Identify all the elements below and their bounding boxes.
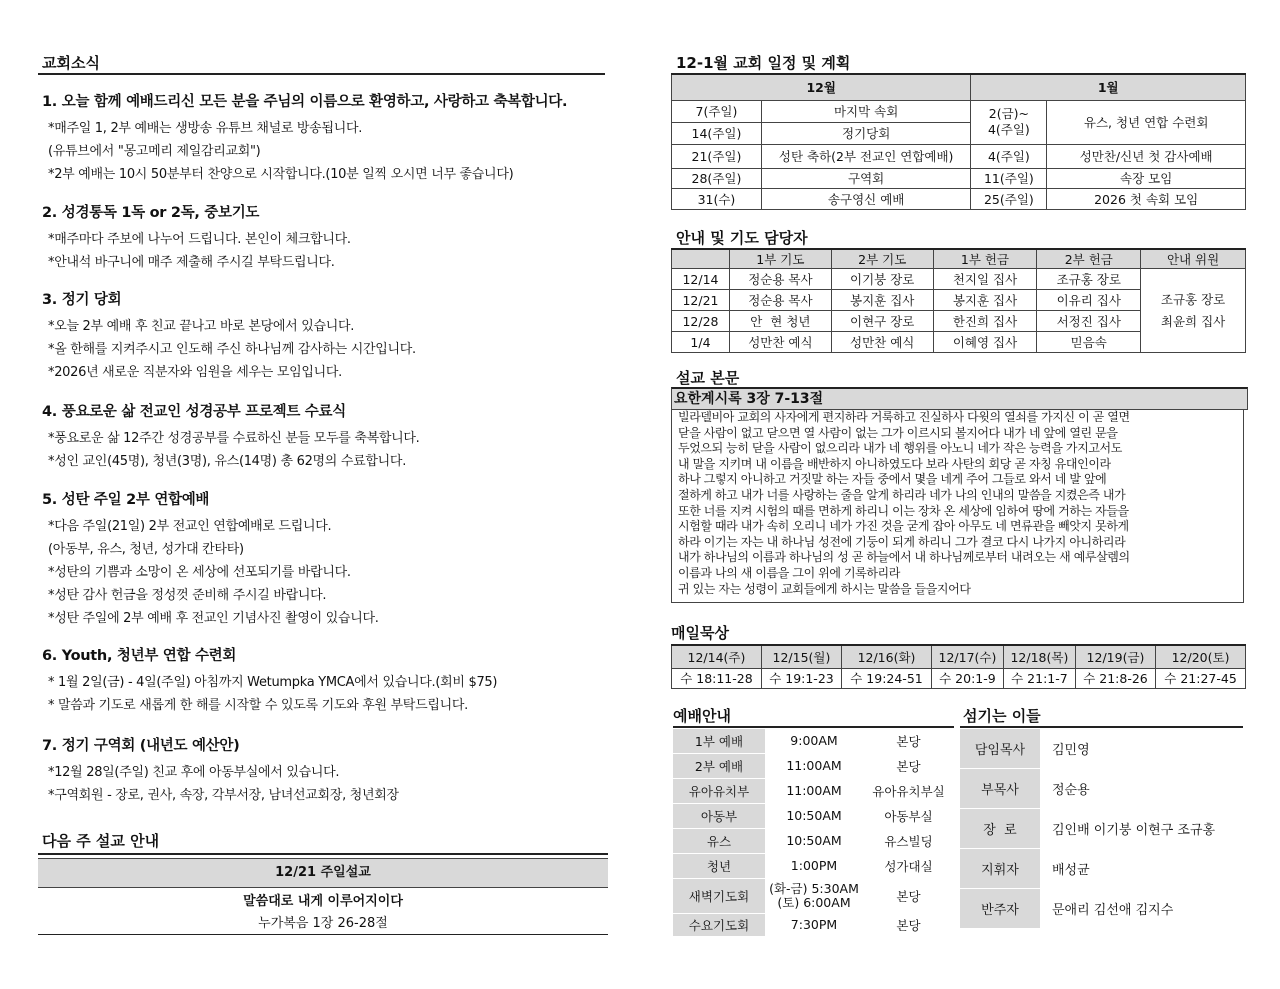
- worship-name: 1부 예배: [673, 729, 765, 753]
- news-item-line: *성탄 감사 헌금을 정성껏 준비해 주시길 바랍니다.: [48, 588, 327, 603]
- prayer-header: [672, 249, 730, 269]
- servant-row: [960, 849, 1243, 889]
- prayer-cell: 이기붕 장로: [831, 269, 933, 290]
- worship-row: [673, 914, 954, 937]
- schedule-jan-event: 유스, 청년 연합 수련회: [1047, 100, 1246, 144]
- devotion-title: 매일묵상: [671, 624, 729, 642]
- news-item-heading: 6. Youth, 청년부 연합 수련회: [42, 648, 237, 664]
- next-sermon-title: 다음 주 설교 안내: [42, 832, 160, 850]
- sermon-line: 닫을 사람이 없고 닫으면 열 사람이 없는 그가 이르시되 볼지어다 내가 네 앞에 열린 문을: [678, 425, 1118, 440]
- next-sermon-date-header: 12/21 주일설교: [38, 858, 608, 888]
- news-item-line: * 1월 2일(금) - 4일(주일) 아침까지 Wetumpka YMCA에서 있습니다.(회비 $75): [48, 675, 498, 690]
- prayer-cell: 이유리 집사: [1037, 290, 1141, 311]
- prayer-cell: 이현구 장로: [831, 311, 933, 332]
- worship-place: 유스빌딩: [884, 834, 933, 849]
- servant-names: 김민영: [1052, 743, 1090, 758]
- schedule-jan-date: 11(주일): [971, 168, 1047, 188]
- worship-place: 본당: [896, 918, 921, 933]
- prayer-header: 1부 기도: [729, 249, 831, 269]
- schedule-jan-event: 성만찬/신년 첫 감사예배: [1047, 144, 1246, 168]
- prayer-title: 안내 및 기도 담당자: [676, 229, 808, 247]
- servant-row: [960, 729, 1243, 769]
- usher-name: 조규홍 장로: [1160, 291, 1226, 307]
- schedule-jan-date: 2(금)~ 4(주일): [971, 100, 1047, 144]
- news-item-line: *오늘 2부 예배 후 친교 끝나고 바로 본당에서 있습니다.: [48, 319, 355, 334]
- sermon-line: 또한 너를 지켜 시험의 때를 면하게 하리니 이는 장차 온 세상에 임하여 땅에 거하는 자들을: [678, 503, 1129, 518]
- worship-row: [673, 829, 954, 854]
- prayer-header: 2부 헌금: [1037, 249, 1141, 269]
- prayer-cell: 한진희 집사: [933, 311, 1037, 332]
- schedule-jan-event: 속장 모임: [1047, 168, 1246, 188]
- devotion-reading: 수 19:1-23: [761, 668, 841, 688]
- devotion-reading: 수 21:8-26: [1075, 668, 1155, 688]
- schedule-table: [671, 73, 1246, 210]
- worship-row: [673, 879, 954, 914]
- news-item: [42, 488, 602, 630]
- sermon-line: 하나 그렇지 아니하고 거짓말 하는 자들 중에서 몇을 네게 주어 그들로 와서 네 발 앞에: [678, 472, 1107, 487]
- worship-name: 2부 예배: [673, 754, 765, 778]
- worship-place: 유아유치부실: [872, 784, 945, 799]
- worship-time: 10:50AM: [786, 833, 842, 848]
- news-item-line: (유튜브에서 "몽고메리 제일감리교회"): [48, 144, 261, 159]
- news-item-heading: 4. 풍요로운 삶 전교인 성경공부 프로젝트 수료식: [42, 404, 346, 420]
- servant-names: 문애리 김선애 김지수: [1052, 903, 1174, 918]
- worship-time: (화-금) 5:30AM (토) 6:00AM: [769, 881, 859, 910]
- news-item-heading: 7. 정기 구역회 (내년도 예산안): [42, 738, 240, 754]
- worship-name: 아동부: [673, 804, 765, 828]
- news-item-line: *다음 주일(21일) 2부 전교인 연합예배로 드립니다.: [48, 519, 332, 534]
- sermon-line: 이름과 나의 새 이름을 그이 위에 기록하리라: [678, 565, 900, 580]
- worship-place: 본당: [896, 759, 921, 774]
- worship-name: 새벽기도회: [673, 879, 765, 913]
- schedule-dec-event: 성탄 축하(2부 전교인 연합예배): [761, 144, 971, 168]
- prayer-cell: 서정진 집사: [1037, 311, 1141, 332]
- news-item-heading: 1. 오늘 함께 예배드리신 모든 분을 주님의 이름으로 환영하고, 사랑하고 축복합니다.: [42, 94, 568, 110]
- devotion-reading: 수 20:1-9: [931, 668, 1003, 688]
- devotion-reading: 수 18:11-28: [672, 668, 762, 688]
- devotion-date: 12/18(목): [1003, 645, 1075, 668]
- news-item-heading: 2. 성경통독 1독 or 2독, 중보기도: [42, 205, 260, 221]
- prayer-cell: 천지일 집사: [933, 269, 1037, 290]
- devotion-date: 12/19(금): [1075, 645, 1155, 668]
- news-item-line: *풍요로운 삶 12주간 성경공부를 수료하신 분들 모두를 축복합니다.: [48, 431, 420, 446]
- servant-role: 부목사: [960, 769, 1040, 808]
- worship-name: 수요기도회: [673, 914, 765, 936]
- prayer-date: 1/4: [672, 332, 730, 353]
- sermon-line: 빌라델비아 교회의 사자에게 편지하라 거룩하고 진실하사 다윗의 열쇠를 가지신 이 곧 열면: [678, 410, 1130, 424]
- devotion-reading: 수 19:24-51: [842, 668, 932, 688]
- schedule-dec-event: 구역회: [761, 168, 971, 188]
- prayer-date: 12/21: [672, 290, 730, 311]
- news-item-line: *성탄의 기쁨과 소망이 온 세상에 선포되기를 바랍니다.: [48, 565, 351, 580]
- news-item: [42, 734, 602, 807]
- devotion-reading: 수 21:27-45: [1156, 668, 1246, 688]
- servants-list: [960, 729, 1243, 929]
- schedule-dec-event: 마지막 속회: [761, 100, 971, 122]
- worship-name: 청년: [673, 854, 765, 878]
- worship-place: 본당: [896, 734, 921, 749]
- servant-role: 반주자: [960, 889, 1040, 928]
- servant-role: 지휘자: [960, 849, 1040, 888]
- worship-rule: [673, 726, 954, 728]
- worship-time: 10:50AM: [786, 808, 842, 823]
- news-item: [42, 90, 602, 186]
- news-item-heading: 3. 정기 당회: [42, 292, 122, 308]
- news-title: 교회소식: [42, 54, 100, 72]
- prayer-date: 12/14: [672, 269, 730, 290]
- prayer-date: 12/28: [672, 311, 730, 332]
- worship-time: 9:00AM: [790, 733, 838, 748]
- worship-title: 예배안내: [673, 707, 731, 725]
- schedule-dec-date: 7(주일): [672, 100, 762, 122]
- servant-row: [960, 769, 1243, 809]
- servant-names: 정순용: [1052, 783, 1090, 798]
- news-item-line: *2부 예배는 10시 50분부터 찬양으로 시작합니다.(10분 일찍 오시면 너무 좋습니다): [48, 167, 514, 182]
- prayer-header: 1부 헌금: [933, 249, 1037, 269]
- devotion-date: 12/14(주): [672, 645, 762, 668]
- prayer-cell: 성만찬 예식: [729, 332, 831, 353]
- schedule-dec-date: 31(수): [672, 188, 762, 209]
- usher-name: 최윤희 집사: [1160, 313, 1226, 329]
- news-item: [42, 201, 602, 274]
- news-item-line: *성탄 주일에 2부 예배 후 전교인 기념사진 촬영이 있습니다.: [48, 611, 379, 626]
- schedule-dec-event: 정기당회: [761, 122, 971, 144]
- worship-time: 1:00PM: [790, 858, 838, 873]
- news-item-line: *매주일 1, 2부 예배는 생방송 유튜브 채널로 방송됩니다.: [48, 121, 363, 136]
- devotion-date: 12/17(수): [931, 645, 1003, 668]
- prayer-cell: 봉지훈 집사: [831, 290, 933, 311]
- news-item-line: *올 한해를 지켜주시고 인도해 주신 하나님께 감사하는 시간입니다.: [48, 342, 416, 357]
- prayer-cell: 봉지훈 집사: [933, 290, 1037, 311]
- devotion-date: 12/15(월): [761, 645, 841, 668]
- prayer-cell: 성만찬 예식: [831, 332, 933, 353]
- schedule-dec-date: 21(주일): [672, 144, 762, 168]
- servant-row: [960, 889, 1243, 929]
- servant-names: 배성균: [1052, 863, 1090, 878]
- worship-time: 11:00AM: [786, 758, 842, 773]
- schedule-jan-date: 25(주일): [971, 188, 1047, 209]
- worship-place: 아동부실: [884, 809, 933, 824]
- schedule-title: 12-1월 교회 일정 및 계획: [676, 54, 851, 72]
- news-item-line: *12월 28일(주일) 친교 후에 아동부실에서 있습니다.: [48, 765, 340, 780]
- worship-time: 7:30PM: [790, 917, 838, 932]
- worship-name: 유아유치부: [673, 779, 765, 803]
- worship-row: [673, 754, 954, 779]
- worship-list: [673, 729, 954, 937]
- prayer-header: 2부 기도: [831, 249, 933, 269]
- next-sermon-rule: [38, 853, 608, 855]
- prayer-cell: 이혜영 집사: [933, 332, 1037, 353]
- sermon-line: 하라 이기는 자는 내 하나님 성전에 기둥이 되게 하리니 그가 결코 다시 나가지 아니하리라: [678, 534, 1126, 549]
- news-title-rule: [38, 73, 605, 75]
- sermon-line: 귀 있는 자는 성령이 교회들에게 하시는 말씀을 들을지어다: [678, 581, 971, 596]
- next-sermon-sermon-title: 말씀대로 내게 이루어지이다: [243, 894, 403, 909]
- news-item-line: *2026년 새로운 직분자와 임원을 세우는 모임입니다.: [48, 365, 342, 380]
- prayer-cell: 안 현 청년: [729, 311, 831, 332]
- schedule-dec-date: 28(주일): [672, 168, 762, 188]
- schedule-dec-header: 12월: [672, 74, 971, 100]
- schedule-jan-event: 2026 첫 속회 모임: [1047, 188, 1246, 209]
- schedule-dec-date: 14(주일): [672, 122, 762, 144]
- sermon-line: 시험할 때라 내가 속히 오리니 네가 가진 것을 굳게 잡아 아무도 네 면류관을 빼앗지 못하게: [678, 519, 1129, 534]
- sermon-line: 내 말을 지키며 내 이름을 배반하지 아니하였도다 보라 사탄의 회당 곧 자칭 유대인이라: [678, 456, 1111, 471]
- worship-row: [673, 779, 954, 804]
- next-sermon-bottom-rule: [38, 934, 608, 935]
- schedule-dec-event: 송구영신 예배: [761, 188, 971, 209]
- prayer-header: 안내 위원: [1141, 249, 1246, 269]
- news-item: [42, 644, 602, 717]
- devotion-reading: 수 21:1-7: [1003, 668, 1075, 688]
- servant-row: [960, 809, 1243, 849]
- servant-names: 김인배 이기붕 이현구 조규홍: [1052, 823, 1216, 838]
- news-item-line: *성인 교인(45명), 청년(3명), 유스(14명) 총 62명의 수료합니다.: [48, 454, 407, 469]
- news-item-line: (아동부, 유스, 청년, 성가대 칸타타): [48, 542, 244, 557]
- news-item: [42, 288, 602, 384]
- worship-time: 11:00AM: [786, 783, 842, 798]
- servants-title: 섬기는 이들: [963, 707, 1041, 725]
- prayer-ushers: [1141, 269, 1246, 353]
- sermon-line: 절하게 하고 내가 너를 사랑하는 줄을 알게 하리라 네가 나의 인내의 말씀을 지켰은즉 내가: [678, 487, 1126, 502]
- sermon-text-box: [671, 409, 1244, 603]
- prayer-cell: 믿음속: [1037, 332, 1141, 353]
- prayer-cell: 정순용 목사: [729, 269, 831, 290]
- sermon-ref: 요한계시록 3장 7-13절: [671, 387, 1248, 410]
- worship-place: 성가대실: [884, 859, 933, 874]
- worship-name: 유스: [673, 829, 765, 853]
- news-item-line: *매주마다 주보에 나누어 드립니다. 본인이 체크합니다.: [48, 232, 351, 247]
- prayer-cell: 조규홍 장로: [1037, 269, 1141, 290]
- news-item: [42, 400, 602, 473]
- worship-place: 본당: [896, 889, 921, 904]
- servant-role: 담임목사: [960, 729, 1040, 768]
- devotion-date: 12/20(토): [1156, 645, 1246, 668]
- sermon-line: 내가 하나님의 이름과 하나님의 성 곧 하늘에서 내 하나님께로부터 내려오는 새 예루살렘의: [678, 550, 1130, 565]
- worship-row: [673, 729, 954, 754]
- news-item-heading: 5. 성탄 주일 2부 연합예배: [42, 492, 210, 508]
- schedule-jan-date: 4(주일): [971, 144, 1047, 168]
- servants-rule: [960, 726, 1243, 728]
- news-item-line: *구역회원 - 장로, 권사, 속장, 각부서장, 남녀선교회장, 청년회장: [48, 788, 399, 803]
- next-sermon-scripture: 누가복음 1장 26-28절: [258, 916, 388, 931]
- devotion-date: 12/16(화): [842, 645, 932, 668]
- news-item-line: * 말씀과 기도로 새롭게 한 해를 시작할 수 있도록 기도와 후원 부탁드립니다.: [48, 698, 468, 713]
- news-item-line: *안내석 바구니에 매주 제출해 주시길 부탁드립니다.: [48, 255, 335, 270]
- schedule-jan-header: 1월: [971, 74, 1246, 100]
- devotion-table: [671, 644, 1246, 689]
- worship-row: [673, 804, 954, 829]
- sermon-title: 설교 본문: [676, 369, 740, 387]
- prayer-cell: 정순용 목사: [729, 290, 831, 311]
- sermon-line: 두었으되 능히 닫을 사람이 없으리라 내가 네 행위를 아노니 네가 작은 능력을 가지고서도: [678, 441, 1122, 456]
- prayer-table: [671, 248, 1246, 353]
- servant-role: 장 로: [960, 809, 1040, 848]
- worship-row: [673, 854, 954, 879]
